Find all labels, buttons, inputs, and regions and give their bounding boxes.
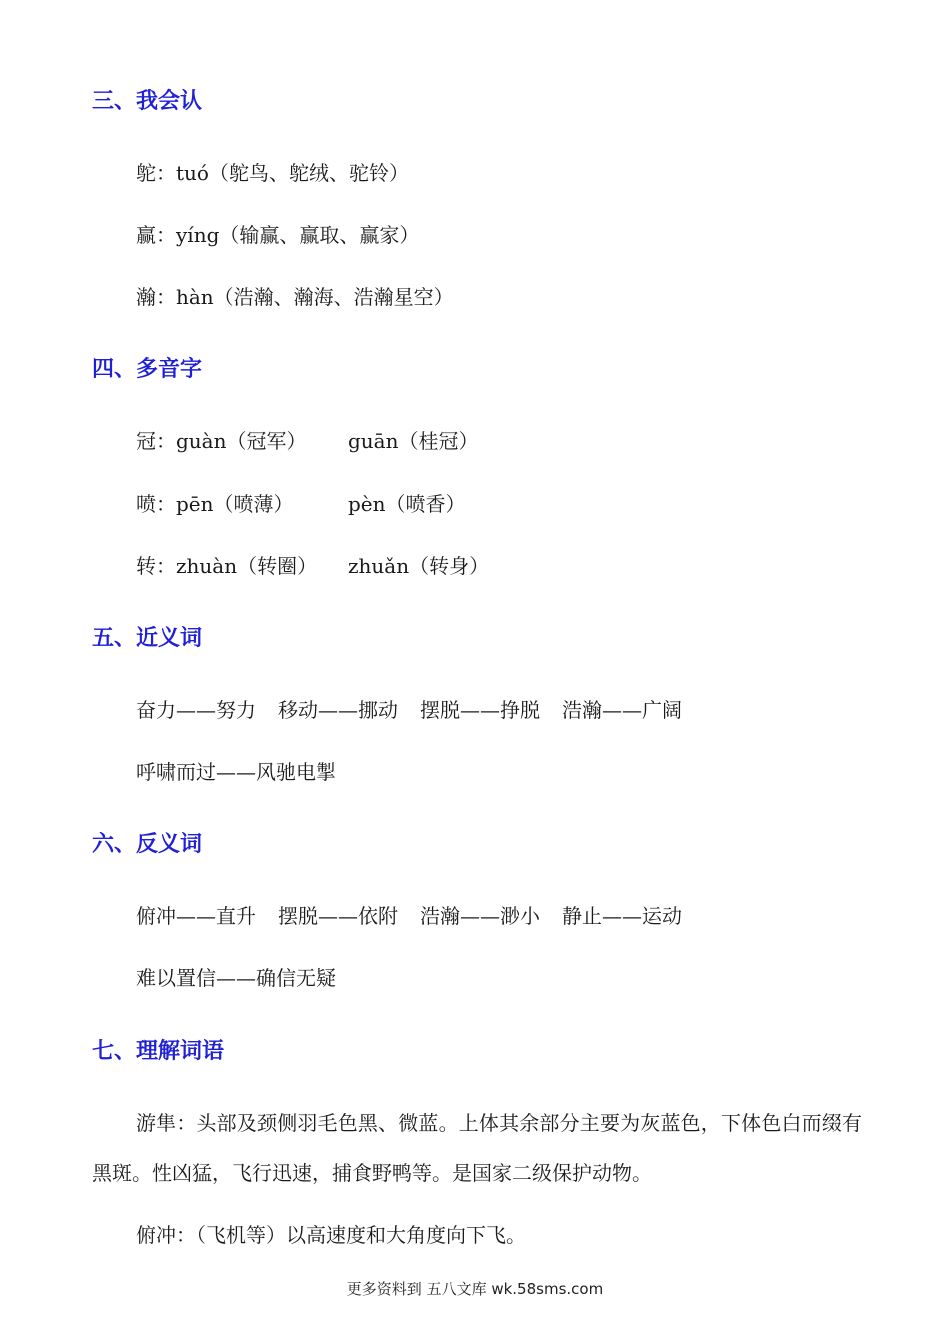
- antonym-line-1: [136, 901, 682, 931]
- section-heading-polyphonic: 四、多音字: [92, 357, 203, 382]
- section-heading-vocabulary: 七、理解词语: [92, 1039, 225, 1064]
- word-pair: 静止——运动: [562, 904, 682, 928]
- section-heading-recognize: 三、我会认: [92, 89, 203, 114]
- word-pair: 奋力——努力: [136, 698, 256, 722]
- reading-b: guān（桂冠）: [348, 429, 479, 453]
- char-line-han: 瀚：hàn（浩瀚、瀚海、浩瀚星空）: [136, 285, 454, 309]
- word-pair: 俯冲——直升: [136, 904, 256, 928]
- antonym-line-2: 难以置信——确信无疑: [136, 966, 336, 990]
- section-heading-antonyms: 六、反义词: [92, 832, 203, 857]
- section-heading-synonyms: 五、近义词: [92, 626, 203, 651]
- footer-watermark: 更多资料到 五八文库 wk.58sms.com: [346, 1280, 604, 1298]
- reading-b: pèn（喷香）: [348, 492, 466, 516]
- polyphonic-line-pen: [136, 489, 466, 519]
- synonym-line-1: [136, 695, 682, 725]
- word-pair: 摆脱——挣脱: [420, 698, 540, 722]
- polyphonic-line-zhuan: [136, 551, 489, 581]
- reading-a: 转：zhuàn（转圈）: [136, 554, 318, 578]
- reading-a: 冠：guàn（冠军）: [136, 429, 307, 453]
- synonym-line-2: 呼啸而过——风驰电掣: [136, 760, 336, 784]
- char-line-tuo: 鸵：tuó（鸵鸟、鸵绒、驼铃）: [136, 161, 409, 185]
- reading-a: 喷：pēn（喷薄）: [136, 492, 294, 516]
- definition-fuchong: 俯冲：（飞机等）以高速度和大角度向下飞。: [136, 1223, 526, 1247]
- polyphonic-line-guan: [136, 426, 479, 456]
- word-pair: 浩瀚——渺小: [420, 904, 540, 928]
- definition-youshun: 游隼：头部及颈侧羽毛色黑、微蓝。上体其余部分主要为灰蓝色，下体色白而缀有黑斑。性凶猛，飞行迅速，捕食野鸭等。是国家二级保护动物。: [92, 1111, 862, 1185]
- word-pair: 移动——挪动: [278, 698, 398, 722]
- word-pair: 摆脱——依附: [278, 904, 398, 928]
- reading-b: zhuǎn（转身）: [348, 554, 490, 578]
- word-pair: 浩瀚——广阔: [562, 698, 682, 722]
- char-line-ying: 赢：yíng（输赢、赢取、赢家）: [136, 223, 420, 247]
